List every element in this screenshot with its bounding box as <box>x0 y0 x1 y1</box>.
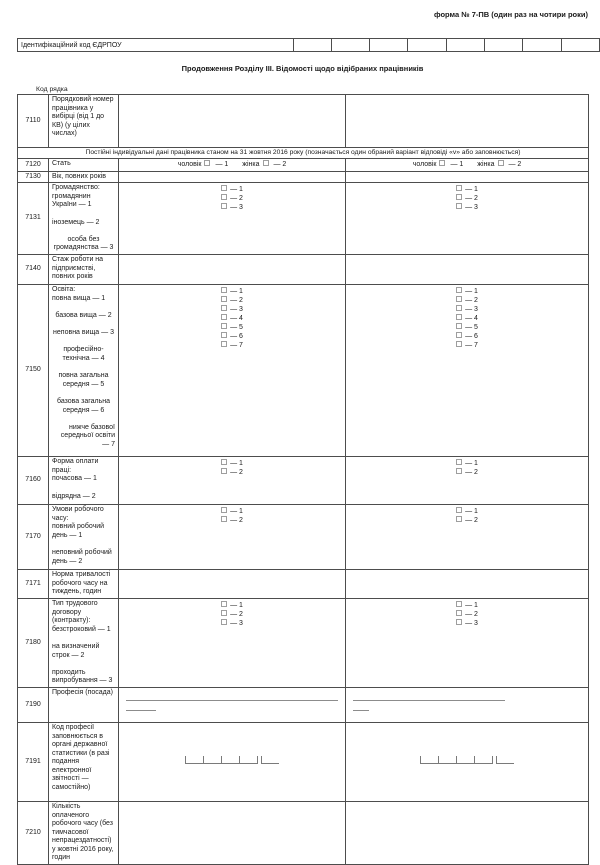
checkbox-option-code: — 3 <box>465 204 478 212</box>
checkbox-icon[interactable] <box>456 185 462 191</box>
edrpou-digit-cell[interactable] <box>293 39 331 52</box>
label-line: Умови робочого часу: <box>52 506 104 522</box>
write-in-line[interactable] <box>126 710 156 711</box>
label-line <box>52 484 115 493</box>
checkbox-icon[interactable] <box>221 619 227 625</box>
checkbox-option[interactable] <box>221 305 243 314</box>
label-line <box>52 321 115 330</box>
label-line: проходить випробування — 3 <box>52 668 113 685</box>
code-digit-box[interactable] <box>474 756 493 764</box>
entry-cell-7150-w1[interactable] <box>119 285 346 457</box>
row-code: 7150 <box>18 285 49 457</box>
checkbox-option[interactable] <box>221 507 243 516</box>
checkbox-option[interactable] <box>221 314 243 323</box>
row-code: 7170 <box>18 505 49 570</box>
entry-cell-7180-w2[interactable] <box>346 598 589 687</box>
checkbox-option-code: — 2 <box>465 297 478 305</box>
label-line: Вік, повних років <box>52 172 106 180</box>
checkbox-option[interactable] <box>456 468 478 477</box>
label-line <box>52 415 115 424</box>
checkbox-option[interactable] <box>456 314 478 323</box>
checkbox-option-code: — 2 <box>230 297 243 305</box>
checkbox-icon[interactable] <box>456 619 462 625</box>
write-in-line[interactable] <box>353 710 369 711</box>
label-line <box>52 210 115 219</box>
table-row-7170 <box>18 505 589 570</box>
entry-cell-7150-w2[interactable] <box>346 285 589 457</box>
checkbox-option-code: — 2 <box>465 469 478 477</box>
code-digit-box[interactable] <box>456 756 474 764</box>
checkbox-icon[interactable] <box>204 160 210 166</box>
checkbox-icon[interactable] <box>456 507 462 513</box>
checkbox-option-code: — 3 <box>230 619 243 627</box>
checkbox-option[interactable] <box>221 459 243 468</box>
checkbox-icon[interactable] <box>221 203 227 209</box>
row-label <box>49 95 119 148</box>
edrpou-digit-cell[interactable] <box>561 39 599 52</box>
checkbox-option-code: — 1 <box>230 460 243 468</box>
row-label <box>49 505 119 570</box>
checkbox-stack <box>221 459 243 477</box>
row-label <box>49 457 119 505</box>
checkbox-option[interactable] <box>456 296 478 305</box>
checkbox-icon[interactable] <box>221 459 227 465</box>
label-line: повний робочий день — 1 <box>52 523 105 539</box>
label-line: Освіта: <box>52 286 76 294</box>
checkbox-icon[interactable] <box>263 160 269 166</box>
permanent-data-note: Постійні індивідуальні дані працівника станом на 31 жовтня 2016 року (позначається один обраний варіант відповіді «v» або заповнюється) <box>18 148 589 159</box>
row-label <box>49 570 119 599</box>
label-line: Професія (посада) <box>52 688 113 696</box>
row-code: 7190 <box>18 687 49 722</box>
checkbox-option[interactable] <box>456 305 478 314</box>
checkbox-option[interactable] <box>221 194 243 203</box>
code-digit-box[interactable] <box>438 756 456 764</box>
checkbox-icon[interactable] <box>221 305 227 311</box>
entry-cell-7190-w2[interactable] <box>346 687 589 722</box>
checkbox-option[interactable] <box>456 323 478 332</box>
label-line: Стаж роботи на підприємстві, повних років <box>52 256 104 281</box>
entry-cell-7210-w1[interactable] <box>119 801 346 864</box>
label-line: на визначений строк — 2 <box>52 642 100 659</box>
label-line <box>52 364 115 373</box>
table-row-7131 <box>18 183 589 255</box>
label-line: Громадянство: <box>52 184 100 192</box>
entry-cell-7120-w2[interactable] <box>346 159 589 172</box>
label-line: неповна вища — 3 <box>53 329 114 337</box>
entry-cell-7170-w1[interactable] <box>119 505 346 570</box>
checkbox-option-code: — 4 <box>465 315 478 323</box>
checkbox-option-code: — 3 <box>230 306 243 314</box>
label-line: професійно-технічна — 4 <box>62 346 105 362</box>
checkbox-option[interactable] <box>221 516 243 525</box>
checkbox-stack <box>221 185 243 212</box>
edrpou-label: Ідентифікаційний код ЄДРПОУ <box>18 39 294 52</box>
table-row-7150 <box>18 285 589 457</box>
checkbox-option-code: — 2 <box>230 469 243 477</box>
code-digit-box[interactable] <box>221 756 239 764</box>
row-code: 7160 <box>18 457 49 505</box>
sex-options <box>178 161 287 168</box>
edrpou-digit-cell[interactable] <box>370 39 408 52</box>
label-line: Код професії заповнюється в органі державної статистики (в разі подання електронної звітності — самостійно) <box>52 723 110 792</box>
table-row-7110 <box>18 95 589 148</box>
male-label: чоловік <box>177 161 202 168</box>
label-line: Стать <box>52 160 71 167</box>
table-row-7120 <box>18 159 589 172</box>
female-code: — 2 <box>508 161 522 168</box>
checkbox-option[interactable] <box>221 619 243 628</box>
checkbox-option[interactable] <box>456 601 478 610</box>
checkbox-icon[interactable] <box>456 314 462 320</box>
checkbox-stack <box>221 507 243 525</box>
checkbox-option-code: — 2 <box>465 610 478 618</box>
checkbox-option[interactable] <box>456 341 478 350</box>
checkbox-option[interactable] <box>456 459 478 468</box>
checkbox-icon[interactable] <box>221 323 227 329</box>
checkbox-option[interactable] <box>221 468 243 477</box>
checkbox-stack <box>221 287 243 350</box>
checkbox-icon[interactable] <box>456 610 462 616</box>
entry-cell-7160-w1[interactable] <box>119 457 346 505</box>
form-number-note: форма № 7-ПВ (один раз на чотири роки) <box>434 10 588 19</box>
edrpou-id-table <box>17 38 600 52</box>
sex-options <box>413 161 522 168</box>
checkbox-icon[interactable] <box>456 341 462 347</box>
entry-cell-7210-w2[interactable] <box>346 801 589 864</box>
edrpou-row <box>18 39 600 52</box>
profession-code-boxes[interactable] <box>420 756 514 764</box>
checkbox-option-code: — 1 <box>465 186 478 194</box>
entry-cell-7171-w1[interactable] <box>119 570 346 599</box>
label-line: відрядна — 2 <box>52 492 96 500</box>
checkbox-option-code: — 3 <box>465 306 478 314</box>
edrpou-digit-cell[interactable] <box>331 39 369 52</box>
row-label <box>49 801 119 864</box>
label-line: Норма тривалості робочого часу на тиждень, годин <box>52 571 111 596</box>
male-label: чоловік <box>412 161 437 168</box>
entry-cell-7191-w1[interactable] <box>119 722 346 801</box>
checkbox-stack <box>456 507 478 525</box>
label-line <box>52 389 115 398</box>
entry-cell-7170-w2[interactable] <box>346 505 589 570</box>
table-row-7160 <box>18 457 589 505</box>
checkbox-icon[interactable] <box>456 516 462 522</box>
checkbox-option[interactable] <box>221 203 243 212</box>
entry-cell-7131-w1[interactable] <box>119 183 346 255</box>
label-line <box>52 227 115 236</box>
checkbox-stack <box>456 287 478 350</box>
checkbox-stack <box>456 601 478 628</box>
label-line: повна вища — 1 <box>52 294 106 302</box>
label-line: почасова — 1 <box>52 475 97 483</box>
checkbox-icon[interactable] <box>221 185 227 191</box>
checkbox-option-code: — 2 <box>230 610 243 618</box>
entry-cell-7160-w2[interactable] <box>346 457 589 505</box>
checkbox-option-code: — 1 <box>465 601 478 609</box>
checkbox-option-code: — 1 <box>465 460 478 468</box>
checkbox-icon[interactable] <box>456 194 462 200</box>
table-row-7140 <box>18 255 589 285</box>
checkbox-icon[interactable] <box>439 160 445 166</box>
checkbox-stack <box>456 459 478 477</box>
entry-cell-7120-w1[interactable] <box>119 159 346 172</box>
entry-cell-7131-w2[interactable] <box>346 183 589 255</box>
table-row-7191 <box>18 722 589 801</box>
checkbox-option[interactable] <box>221 296 243 305</box>
edrpou-digit-cell[interactable] <box>446 39 484 52</box>
checkbox-option[interactable] <box>221 185 243 194</box>
row-code: 7180 <box>18 598 49 687</box>
checkbox-icon[interactable] <box>221 314 227 320</box>
checkbox-icon[interactable] <box>221 468 227 474</box>
checkbox-option[interactable] <box>221 287 243 296</box>
checkbox-stack <box>456 185 478 212</box>
label-line: базова загальна середня — 6 <box>56 397 111 414</box>
checkbox-option-code: — 2 <box>230 517 243 525</box>
label-line: неповний робочий день — 2 <box>52 549 112 565</box>
checkbox-option-code: — 4 <box>230 315 243 323</box>
label-line: особа без громадянства — 3 <box>53 235 114 252</box>
label-line: Форма оплати праці: <box>52 458 99 474</box>
checkbox-icon[interactable] <box>456 305 462 311</box>
entry-cell-7191-w2[interactable] <box>346 722 589 801</box>
edrpou-digit-cell[interactable] <box>485 39 523 52</box>
checkbox-option-code: — 3 <box>465 619 478 627</box>
checkbox-icon[interactable] <box>221 610 227 616</box>
checkbox-icon[interactable] <box>221 516 227 522</box>
section-title: Продовження Розділу III. Відомості щодо відібраних працівників <box>181 64 424 73</box>
code-check-digit-box[interactable] <box>261 756 279 764</box>
code-digit-box[interactable] <box>239 756 258 764</box>
checkbox-icon[interactable] <box>221 296 227 302</box>
checkbox-option[interactable] <box>456 332 478 341</box>
checkbox-option-code: — 7 <box>230 342 243 350</box>
row-label <box>49 255 119 285</box>
code-digit-box[interactable] <box>203 756 221 764</box>
row-code: 7110 <box>18 95 49 148</box>
checkbox-option-code: — 3 <box>230 204 243 212</box>
code-check-digit-box[interactable] <box>496 756 514 764</box>
checkbox-option-code: — 2 <box>465 195 478 203</box>
entry-cell-7130-w1[interactable] <box>119 171 346 183</box>
checkbox-option[interactable] <box>456 516 478 525</box>
table-row-7130 <box>18 171 589 183</box>
code-digit-box[interactable] <box>185 756 203 764</box>
checkbox-option-code: — 5 <box>465 324 478 332</box>
female-label: жінка <box>477 161 495 168</box>
checkbox-option-code: — 5 <box>230 324 243 332</box>
checkbox-option-code: — 7 <box>465 342 478 350</box>
checkbox-option-code: — 1 <box>230 288 243 296</box>
label-line: безстроковий — 1 <box>52 625 111 633</box>
entry-cell-7180-w1[interactable] <box>119 598 346 687</box>
checkbox-icon[interactable] <box>221 332 227 338</box>
checkbox-icon[interactable] <box>456 459 462 465</box>
entry-cell-7140-w2[interactable] <box>346 255 589 285</box>
entry-cell-7190-w1[interactable] <box>119 687 346 722</box>
label-line: Порядковий номер працівника у вибірці (від 1 до КВ) (у цілих числах) <box>52 96 114 138</box>
checkbox-icon[interactable] <box>221 601 227 607</box>
row-code: 7130 <box>18 171 49 183</box>
row-code: 7191 <box>18 722 49 801</box>
checkbox-option[interactable] <box>456 619 478 628</box>
checkbox-icon[interactable] <box>221 194 227 200</box>
checkbox-icon[interactable] <box>456 332 462 338</box>
checkbox-icon[interactable] <box>456 468 462 474</box>
checkbox-icon[interactable] <box>498 160 504 166</box>
checkbox-option[interactable] <box>456 185 478 194</box>
checkbox-icon[interactable] <box>456 203 462 209</box>
row-label <box>49 183 119 255</box>
checkbox-option-code: — 2 <box>230 195 243 203</box>
row-code: 7171 <box>18 570 49 599</box>
table-row-7190 <box>18 687 589 722</box>
table-row-7210 <box>18 801 589 864</box>
code-digit-box[interactable] <box>420 756 438 764</box>
checkbox-icon[interactable] <box>221 287 227 293</box>
row-label <box>49 598 119 687</box>
checkbox-stack <box>221 601 243 628</box>
write-in-line[interactable] <box>126 700 338 701</box>
checkbox-option-code: — 1 <box>465 508 478 516</box>
row-label <box>49 722 119 801</box>
female-label: жінка <box>242 161 260 168</box>
checkbox-option[interactable] <box>456 287 478 296</box>
entry-cell-7130-w2[interactable] <box>346 171 589 183</box>
checkbox-option-code: — 1 <box>230 186 243 194</box>
label-line: базова вища — 2 <box>55 311 112 319</box>
checkbox-icon[interactable] <box>456 601 462 607</box>
label-line: нижче базової середньої освіти — 7 <box>60 423 115 448</box>
checkbox-option[interactable] <box>221 323 243 332</box>
checkbox-icon[interactable] <box>456 296 462 302</box>
checkbox-option[interactable] <box>221 341 243 350</box>
table-row-7171 <box>18 570 589 599</box>
male-code: — 1 <box>450 161 464 168</box>
label-line <box>52 660 115 669</box>
label-line: громадянин України — 1 <box>52 192 92 209</box>
row-label <box>49 285 119 457</box>
checkbox-icon[interactable] <box>456 287 462 293</box>
write-in-line[interactable] <box>353 700 505 701</box>
row-code-header: Код рядка <box>36 86 68 93</box>
entry-cell-7140-w1[interactable] <box>119 255 346 285</box>
entry-cell-7171-w2[interactable] <box>346 570 589 599</box>
label-line: повна загальна середня — 5 <box>58 372 109 388</box>
checkbox-option-code: — 6 <box>465 333 478 341</box>
checkbox-option-code: — 1 <box>230 601 243 609</box>
checkbox-option[interactable] <box>456 203 478 212</box>
table-row-7180 <box>18 598 589 687</box>
female-code: — 2 <box>273 161 287 168</box>
edrpou-digit-cell[interactable] <box>523 39 561 52</box>
entry-cell-7110-w2[interactable] <box>346 95 589 148</box>
label-line <box>52 303 115 312</box>
checkbox-option[interactable] <box>456 194 478 203</box>
workers-data-table <box>17 94 589 865</box>
entry-cell-7110-w1[interactable] <box>119 95 346 148</box>
row-code: 7131 <box>18 183 49 255</box>
row-code: 7120 <box>18 159 49 172</box>
checkbox-option-code: — 2 <box>465 517 478 525</box>
row-code: 7140 <box>18 255 49 285</box>
checkbox-option[interactable] <box>221 332 243 341</box>
checkbox-option-code: — 6 <box>230 333 243 341</box>
label-line: Кількість оплаченого робочого часу (без тимчасової непрацездатності) у жовтні 2016 року, годин <box>52 802 114 862</box>
checkbox-option[interactable] <box>456 507 478 516</box>
checkbox-icon[interactable] <box>221 507 227 513</box>
checkbox-option-code: — 1 <box>230 508 243 516</box>
label-line: Тип трудового договору (контракту): <box>52 599 98 625</box>
edrpou-digit-cell[interactable] <box>408 39 446 52</box>
checkbox-option-code: — 1 <box>465 288 478 296</box>
row-label <box>49 687 119 722</box>
checkbox-option[interactable] <box>456 610 478 619</box>
table-row-note <box>18 148 589 159</box>
male-code: — 1 <box>215 161 229 168</box>
checkbox-icon[interactable] <box>456 323 462 329</box>
profession-code-boxes[interactable] <box>185 756 279 764</box>
row-label <box>49 171 119 183</box>
row-code: 7210 <box>18 801 49 864</box>
checkbox-option[interactable] <box>221 601 243 610</box>
row-label <box>49 159 119 172</box>
label-line: іноземець — 2 <box>52 218 100 226</box>
checkbox-option[interactable] <box>221 610 243 619</box>
label-line <box>52 634 115 643</box>
checkbox-icon[interactable] <box>221 341 227 347</box>
label-line <box>52 541 115 550</box>
